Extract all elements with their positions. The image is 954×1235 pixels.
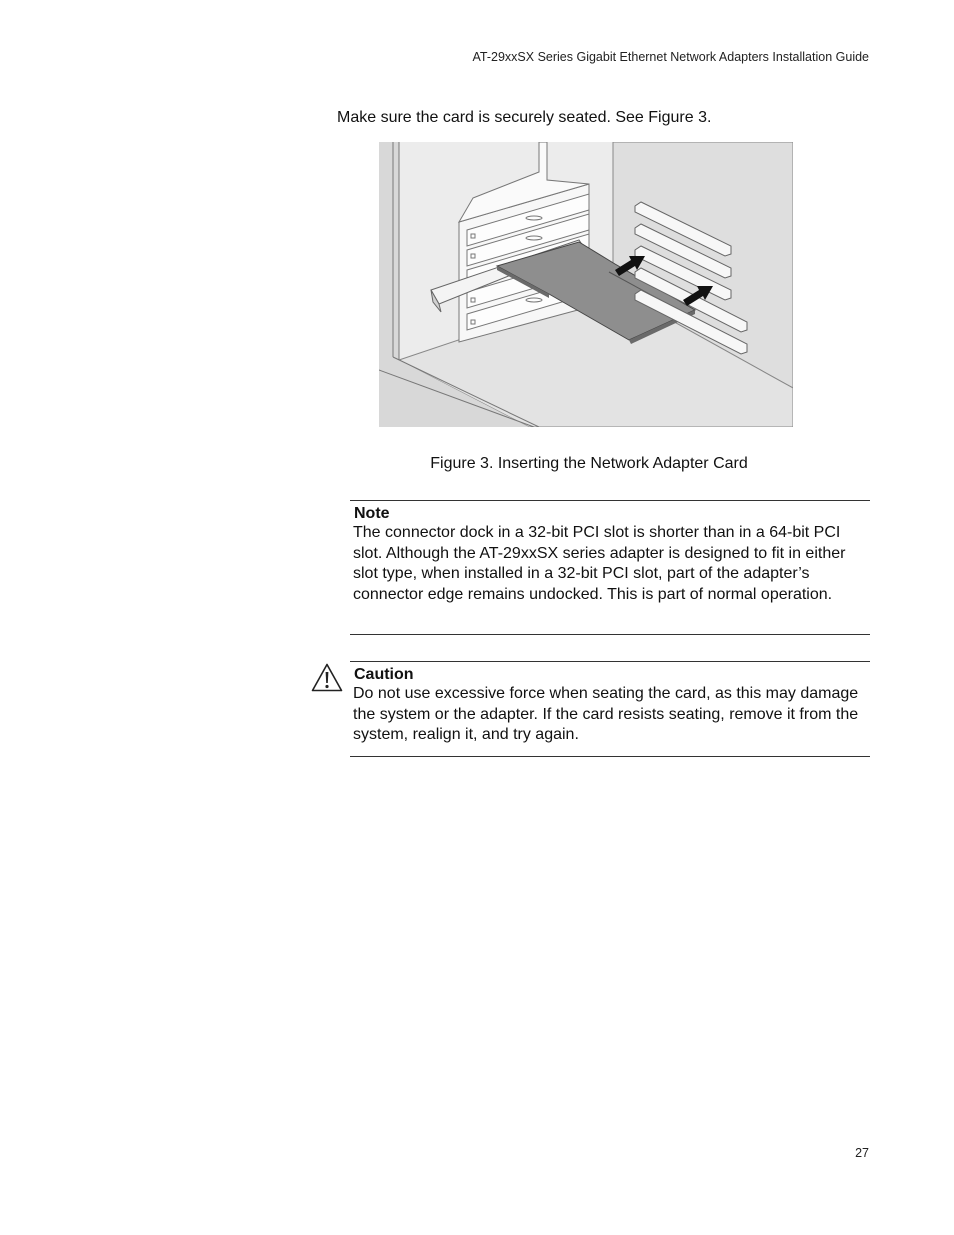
warning-triangle-icon [311, 663, 343, 692]
caution-box [350, 661, 870, 757]
page-number: 27 [855, 1146, 869, 1160]
running-header: AT-29xxSX Series Gigabit Ethernet Network Adapters Installation Guide [472, 50, 869, 64]
intro-paragraph: Make sure the card is securely seated. See Figure 3. [337, 109, 712, 126]
figure-3-illustration [379, 142, 793, 427]
figure-caption: Figure 3. Inserting the Network Adapter Card [430, 455, 748, 472]
note-title: Note [354, 505, 390, 522]
caution-title: Caution [354, 666, 414, 683]
pci-card-insertion-illustration [379, 142, 793, 427]
note-body: The connector dock in a 32-bit PCI slot is shorter than in a 64-bit PCI slot. Although the AT-29xxSX series adapter is designed to fit in either slot type, when installed in a 32-bit PCI slot, part of the adapter’s connector edge remains undocked. This is part of normal operation. [353, 524, 846, 603]
note-box [350, 500, 870, 635]
caution-body: Do not use excessive force when seating the card, as this may damage the system or the adapter. If the card resists seating, remove it from the system, realign it, and try again. [353, 685, 859, 744]
